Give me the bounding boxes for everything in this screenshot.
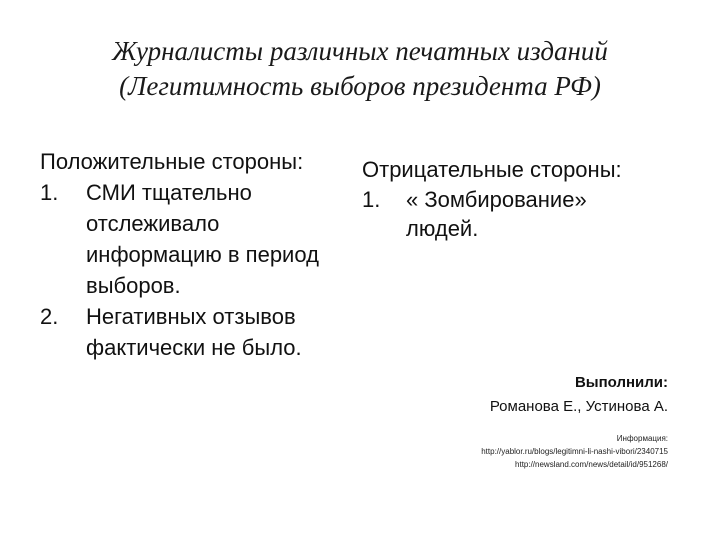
list-item [40, 301, 350, 363]
list-item-number: 1. [362, 187, 381, 212]
list-item-text: Негативных отзывов фактически не было. [86, 304, 302, 360]
title-line-1: Журналисты различных печатных изданий [112, 36, 608, 66]
negative-column [362, 154, 662, 243]
list-item-number: 2. [40, 304, 59, 329]
sources-label: Информация: [616, 434, 668, 443]
sources-block [481, 432, 668, 471]
positive-list [40, 177, 350, 363]
list-item-number: 1. [40, 180, 59, 205]
slide-title [40, 34, 680, 104]
source-link[interactable]: http://yablor.ru/blogs/legitimni-li-nashi-vibori/2340715 [481, 447, 668, 456]
list-item [40, 177, 350, 301]
list-item-text: СМИ тщательно отслеживало информацию в период выборов. [86, 180, 319, 298]
authors-block [490, 371, 668, 419]
negative-list [362, 185, 662, 243]
list-item [362, 185, 662, 243]
authors-label: Выполнили: [574, 374, 668, 391]
source-link[interactable]: http://newsland.com/news/detail/id/951268/ [515, 460, 668, 469]
positive-column [40, 146, 350, 363]
list-item-text: « Зомбирование» людей. [406, 187, 587, 241]
authors-names: Романова Е., Устинова А. [489, 398, 668, 415]
positive-heading: Положительные стороны: [40, 149, 304, 174]
title-line-2: (Легитимность выборов президента РФ) [119, 71, 601, 101]
negative-heading: Отрицательные стороны: [362, 157, 622, 182]
